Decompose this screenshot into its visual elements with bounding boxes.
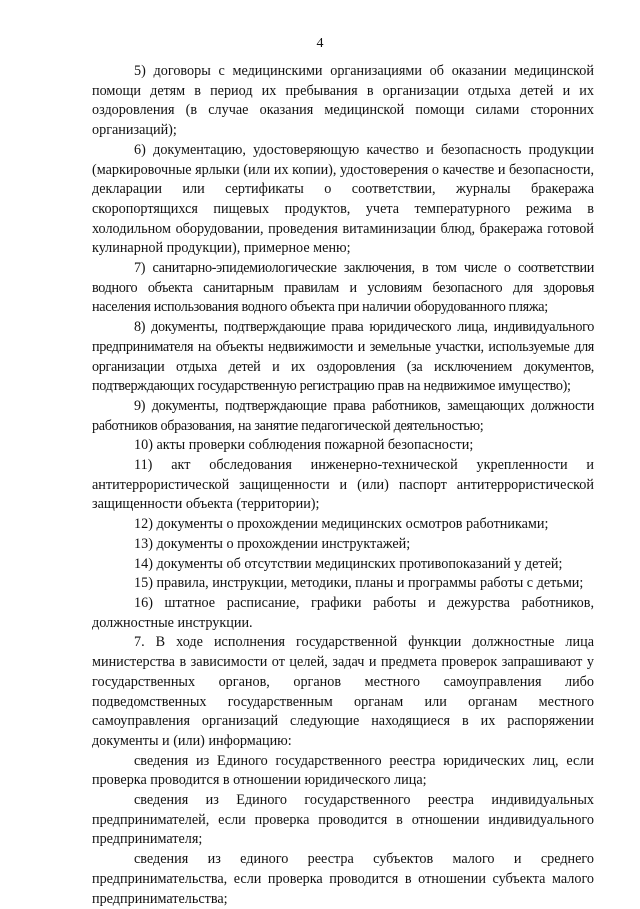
document-body: [92, 62, 594, 909]
list-item-10: 10) акты проверки соблюдения пожарной безопасности;: [134, 437, 474, 454]
list-item-9: 9) документы, подтверждающие права работников, замещающих должности работников образования, на занятие педагогической деятельностью;: [92, 397, 594, 434]
info-item-small-business: сведения из единого реестра субъектов малого и среднего предпринимательства, если проверка проводится в отношении субъекта малого предпринимательства;: [92, 851, 594, 907]
list-item-15: 15) правила, инструкции, методики, планы и программы работы с детьми;: [134, 575, 584, 592]
list-item-7: 7) санитарно-эпидемиологические заключения, в том числе о соответствии водного объекта санитарным правилам и условиям безопасного для здоровья населения использования водного объекта при наличии оборудованного пляжа;: [92, 260, 594, 316]
list-item-8: 8) документы, подтверждающие права юридического лица, индивидуального предпринимателя на объекты недвижимости и земельные участки, используемые для организации отдыха детей и их оздоровления (за исключением документов, подтверждающих государственную регистрацию прав на недвижимое имущество);: [92, 319, 594, 395]
info-item-legal-entities: сведения из Единого государственного реестра юридических лиц, если проверка проводится в отношении юридического лица;: [92, 752, 594, 789]
list-item-13: 13) документы о прохождении инструктажей;: [134, 535, 411, 552]
info-item-individual-entrepreneurs: сведения из Единого государственного реестра индивидуальных предпринимателей, если проверка проводится в отношении индивидуального предпринимателя;: [92, 792, 594, 848]
section-7-paragraph: 7. В ходе исполнения государственной функции должностные лица министерства в зависимости от целей, задач и предмета проверок запрашивают у государственных органов, органов местного самоуправления либо подведомственных государственным органам или органам местного самоуправления организаций следующие находящиеся в их распоряжении документы и (или) информацию:: [92, 634, 594, 749]
list-item-11: 11) акт обследования инженерно-технической укрепленности и антитеррористической защищенности и (или) паспорт антитеррористической защищенности объекта (территории);: [92, 457, 594, 513]
list-item-14: 14) документы об отсутствии медицинских противопоказаний у детей;: [134, 555, 563, 572]
list-item-12: 12) документы о прохождении медицинских осмотров работниками;: [134, 516, 549, 533]
list-item-16: 16) штатное расписание, графики работы и дежурства работников, должностные инструкции.: [92, 594, 594, 631]
page-number: 4: [316, 36, 324, 51]
list-item-5: 5) договоры с медицинскими организациями об оказании медицинской помощи детям в период их пребывания в организации отдыха детей и их оздоровления (в случае оказания медицинской помощи силами сторонних организаций);: [92, 63, 594, 139]
list-item-6: 6) документацию, удостоверяющую качество и безопасность продукции (маркировочные ярлыки (или их копии), удостоверения о качестве и безопасности, декларации или сертификаты о соответствии, журналы бракеража скоропортящихся пищевых продуктов, учета температурного режима в холодильном оборудовании, проведения витаминизации блюд, бракеража готовой кулинарной продукции), примерное меню;: [92, 141, 594, 257]
